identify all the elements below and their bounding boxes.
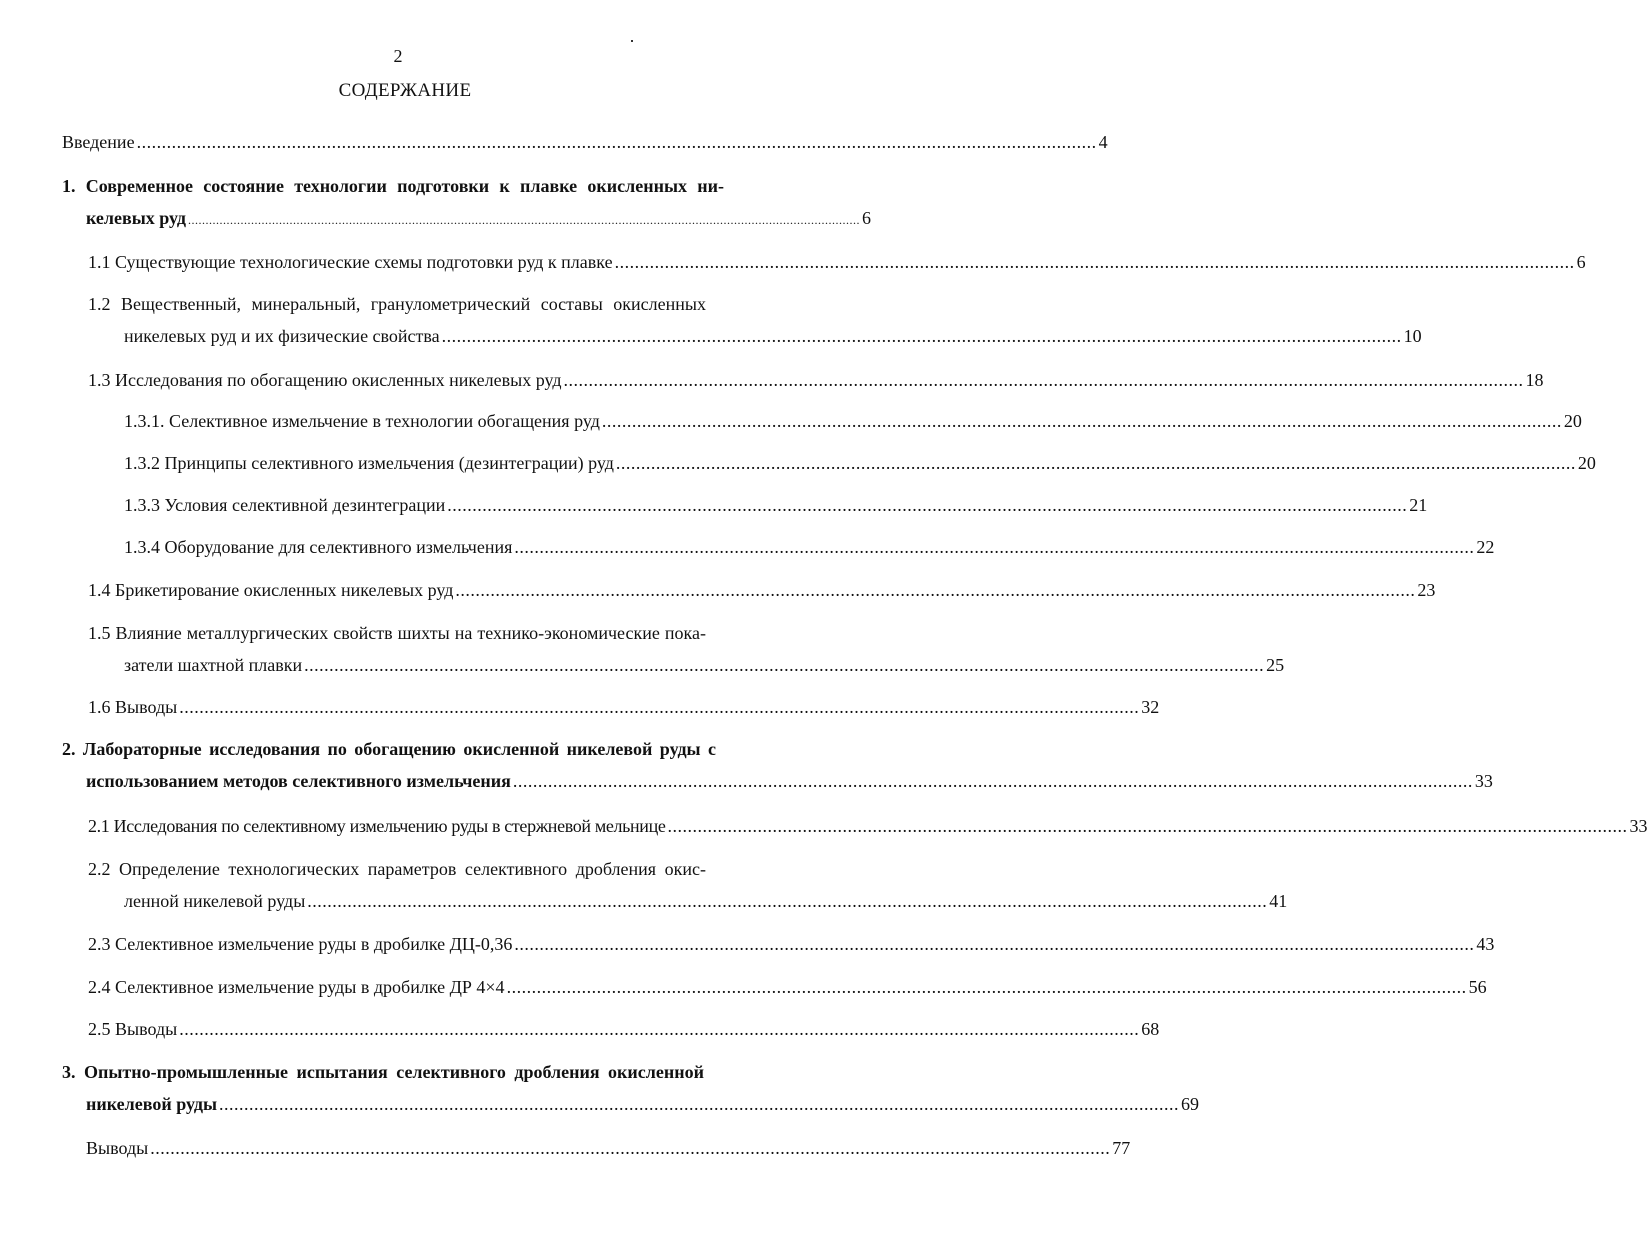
toc-leader: ................................................................................................................................................................................................ xyxy=(563,370,1524,390)
toc-label: 1.3 Исследования по обогащению окисленных никелевых руд xyxy=(88,370,562,390)
toc-label: 1.4 Брикетирование окисленных никелевых руд xyxy=(88,580,454,600)
toc-entry-2-1[interactable] xyxy=(88,810,1648,842)
toc-page: 41 xyxy=(1269,891,1288,911)
toc-page: 6 xyxy=(862,208,872,228)
toc-page: 43 xyxy=(1476,934,1495,954)
toc-label-line2: келевых руд xyxy=(86,208,187,228)
toc-label-line2: никелевой руды xyxy=(86,1094,218,1114)
toc-leader: ................................................................................................................................................................................................ xyxy=(441,326,1402,346)
toc-entry-2-5[interactable] xyxy=(88,1013,1160,1045)
toc-leader: ................................................................................................................................................................................................ xyxy=(179,1019,1140,1039)
toc-leader: ................................................................................................................................................................................................ xyxy=(506,977,1467,997)
toc-leader: ................................................................................................................................................................................................ xyxy=(667,816,1628,836)
toc-label: Введение xyxy=(62,132,135,152)
toc-label-line1: 2.2 Определение технологических параметров селективного дробления окис- xyxy=(88,859,706,879)
toc-page: 25 xyxy=(1266,655,1285,675)
toc-label-line2: затели шахтной плавки xyxy=(124,655,303,675)
toc-label-line1: 1.5 Влияние металлургических свойств шихты на технико-экономические пока- xyxy=(88,623,706,643)
toc-page: 20 xyxy=(1563,411,1582,431)
toc-page: 33 xyxy=(1629,816,1648,836)
toc-entry-2-3[interactable] xyxy=(88,928,1495,960)
toc-leader: ................................................................................................................................................................................................ xyxy=(615,453,1576,473)
toc-page: 4 xyxy=(1098,132,1108,152)
toc-leader: ................................................................................................................................................................................................ xyxy=(150,1138,1111,1158)
toc-label: 2.5 Выводы xyxy=(88,1019,178,1039)
page-number: 2 xyxy=(393,46,403,66)
page-title: СОДЕРЖАНИЕ xyxy=(338,80,472,101)
toc-entry-1-3-1[interactable] xyxy=(124,405,1582,437)
toc-label: 2.3 Селективное измельчение руды в дробилке ДЦ-0,36 xyxy=(88,934,513,954)
toc-label: 2.4 Селективное измельчение руды в дробилке ДР 4×4 xyxy=(88,977,505,997)
toc-entry-intro[interactable] xyxy=(62,126,1108,158)
toc-label-line1: 2. Лабораторные исследования по обогащению окисленной никелевой руды с xyxy=(62,739,716,759)
toc-page: 23 xyxy=(1417,580,1436,600)
toc-label-line1: 3. Опытно-промышленные испытания селективного дробления окисленной xyxy=(62,1062,704,1082)
toc-label: Выводы xyxy=(86,1138,149,1158)
toc-label-line2: использованием методов селективного измельчения xyxy=(86,771,511,791)
toc-leader: ................................................................................................................................................................................................ xyxy=(514,537,1475,557)
toc-label-line1: 1. Современное состояние технологии подготовки к плавке окисленных ни- xyxy=(62,176,724,196)
toc-entry-chapter-2[interactable] xyxy=(62,733,1493,797)
toc-page: 56 xyxy=(1468,977,1487,997)
toc-page: 68 xyxy=(1141,1019,1160,1039)
toc-page: 69 xyxy=(1181,1094,1200,1114)
toc-entry-1-3-3[interactable] xyxy=(124,489,1428,521)
toc-entry-1-3[interactable] xyxy=(88,364,1544,396)
toc-page: 21 xyxy=(1409,495,1428,515)
toc-page: 18 xyxy=(1525,370,1544,390)
toc-leader: ................................................................................................................................................................................................ xyxy=(455,580,1416,600)
toc-entry-2-2[interactable] xyxy=(88,853,1288,917)
toc-entry-1-1[interactable] xyxy=(88,246,1586,278)
toc-page: 22 xyxy=(1476,537,1495,557)
toc-page: 32 xyxy=(1141,697,1160,717)
toc-entry-2-4[interactable] xyxy=(88,971,1487,1003)
toc-leader: ................................................................................................................................................................................................ xyxy=(601,411,1562,431)
toc-label: 1.3.2 Принципы селективного измельчения (дезинтеграции) руд xyxy=(124,453,614,473)
toc-leader: ................................................................................................................................................................................................ xyxy=(304,655,1265,675)
toc-leader: ................................................................................................................................................................................................ xyxy=(514,934,1475,954)
toc-entry-chapter-1[interactable] xyxy=(62,170,872,236)
toc-label-line2: никелевых руд и их физические свойства xyxy=(124,326,440,346)
toc-page: 20 xyxy=(1577,453,1596,473)
toc-leader: ................................................................................................................................................................................................ xyxy=(219,1094,1180,1114)
toc-entry-conclusions[interactable] xyxy=(86,1132,1131,1164)
toc-label: 1.6 Выводы xyxy=(88,697,178,717)
toc-entry-1-4[interactable] xyxy=(88,574,1436,606)
toc-page: 6 xyxy=(1576,252,1586,272)
toc-leader: ................................................................................................................................................................................................ xyxy=(188,213,861,227)
toc-entry-chapter-3[interactable] xyxy=(62,1056,1200,1120)
toc-leader: ................................................................................................................................................................................................ xyxy=(307,891,1268,911)
toc-label: 1.1 Существующие технологические схемы подготовки руд к плавке xyxy=(88,252,613,272)
toc-leader: ................................................................................................................................................................................................ xyxy=(179,697,1140,717)
toc-leader: ................................................................................................................................................................................................ xyxy=(614,252,1575,272)
toc-page: 77 xyxy=(1112,1138,1131,1158)
toc-leader: ................................................................................................................................................................................................ xyxy=(447,495,1408,515)
toc-label: 1.3.4 Оборудование для селективного измельчения xyxy=(124,537,513,557)
toc-entry-1-2[interactable] xyxy=(88,288,1422,352)
toc-label: 1.3.3 Условия селективной дезинтеграции xyxy=(124,495,446,515)
toc-label: 2.1 Исследования по селективному измельчению руды в стержневой мельнице xyxy=(88,816,666,836)
scan-speck xyxy=(631,40,633,42)
toc-entry-1-5[interactable] xyxy=(88,617,1285,681)
toc-leader: ................................................................................................................................................................................................ xyxy=(136,132,1097,152)
toc-entry-1-3-2[interactable] xyxy=(124,447,1596,479)
toc-leader: ................................................................................................................................................................................................ xyxy=(512,771,1473,791)
toc-label-line1: 1.2 Вещественный, минеральный, гранулометрический составы окисленных xyxy=(88,294,706,314)
toc-page: 10 xyxy=(1403,326,1422,346)
toc-page: 33 xyxy=(1474,771,1493,791)
toc-entry-1-6[interactable] xyxy=(88,691,1160,723)
toc-entry-1-3-4[interactable] xyxy=(124,531,1495,563)
toc-label-line2: ленной никелевой руды xyxy=(124,891,306,911)
toc-label: 1.3.1. Селективное измельчение в технологии обогащения руд xyxy=(124,411,600,431)
